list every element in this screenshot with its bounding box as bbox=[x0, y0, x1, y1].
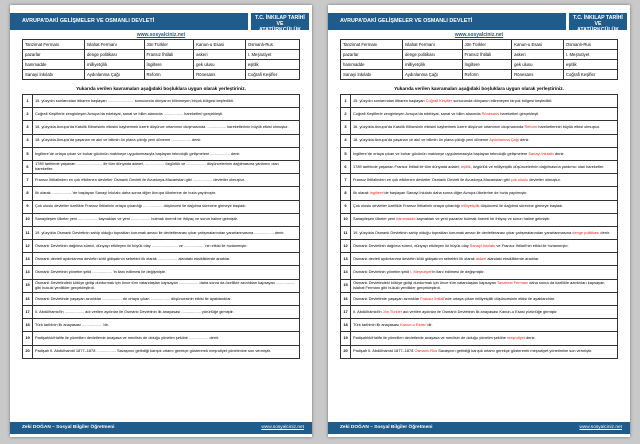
question-number: 6 bbox=[23, 160, 33, 173]
worksheet-page-blank bbox=[10, 5, 312, 437]
question-number: 1 bbox=[23, 95, 33, 108]
question-row bbox=[23, 108, 300, 121]
question-text bbox=[351, 108, 618, 121]
question-fragment: 15. yüzyılın sonlarından itibaren başlayan bbox=[353, 97, 426, 103]
question-number: 17 bbox=[23, 306, 33, 319]
question-fragment: daha sonra da özellikle azınlıkları kapsayan Islahat Fermanı gibi hukuki yenilikler gerçekleştirdi. bbox=[353, 280, 605, 290]
question-fragment: denir. bbox=[518, 137, 530, 143]
question-row bbox=[23, 292, 300, 305]
question-row bbox=[341, 306, 618, 319]
answer-text: Reform bbox=[524, 124, 538, 130]
term-cell: Jön Türkler bbox=[144, 40, 194, 50]
question-text: 16. yüzyılda Avrupa’da Katolik Kilisesinin etkisini kaybetmek üzere düşünce ortamının oluşmasında .................. hareketlerinin büyük etkisi olmuştur. bbox=[33, 121, 300, 134]
question-row bbox=[341, 160, 618, 173]
term-cell: İngiltere bbox=[144, 60, 194, 70]
worksheet-page-answered bbox=[328, 5, 630, 437]
question-number: 7 bbox=[341, 174, 351, 187]
question-fragment: denir. bbox=[553, 150, 565, 156]
term-cell: I. Meşrutiyet bbox=[245, 50, 299, 60]
answer-text: Tanzimat Fermanı bbox=[496, 280, 529, 286]
footer-author: Zeki DOĞAN – Sosyal Bilgiler Öğretmeni bbox=[340, 425, 433, 430]
question-row bbox=[341, 319, 618, 332]
question-row bbox=[23, 174, 300, 187]
term-cell: Islahat Fermanı bbox=[84, 40, 144, 50]
question-text bbox=[351, 160, 618, 173]
question-number: 18 bbox=[341, 319, 351, 332]
question-row bbox=[23, 121, 300, 134]
question-fragment: ’in ilanı edilmesi ile değişmiştir. bbox=[431, 269, 485, 275]
question-text: Osmanlı Devletindeki kötüye gidişi durdurmak için önce tüm vatandaşları kapsayan .................. daha sonra da özellikle azınlıkları kapsayan .................. gibi hukuki yenilikler gerçekleştirdi. bbox=[33, 279, 300, 292]
question-fragment: İngiltere’de ortaya çıkan ve buhar gücünün makineye uygulanmasıyla başlayan teknolojik gelişmelere bbox=[353, 150, 529, 156]
page-footer bbox=[328, 422, 630, 434]
question-text bbox=[351, 95, 618, 108]
answer-text: Kanun-u Esasi bbox=[400, 321, 426, 327]
answer-text: İngiltere bbox=[369, 190, 384, 196]
question-text: Coğrafi Keşiflerle zenginleşen Avrupa’da edebiyat, sanat ve bilim alanında .................. hareketleri gerçekleşti. bbox=[33, 108, 300, 121]
terms-row bbox=[341, 60, 618, 70]
question-number: 16 bbox=[341, 292, 351, 305]
term-cell: hammadde bbox=[341, 60, 403, 70]
question-number: 17 bbox=[341, 306, 351, 319]
term-cell: denge politikası bbox=[402, 50, 462, 60]
question-row bbox=[341, 187, 618, 200]
question-row bbox=[23, 213, 300, 226]
term-cell: Islahat Fermanı bbox=[402, 40, 462, 50]
question-row bbox=[341, 213, 618, 226]
question-number: 13 bbox=[341, 253, 351, 266]
question-row bbox=[341, 279, 618, 292]
question-row bbox=[341, 226, 618, 239]
answer-text: I. Meşrutiyet bbox=[410, 269, 432, 275]
question-number: 15 bbox=[23, 279, 33, 292]
question-fragment: ve Fransız İhtilali’nin etkisi ile hızlanmıştır. bbox=[495, 242, 569, 248]
term-cell: milliyetçilik bbox=[84, 60, 144, 70]
question-text bbox=[351, 147, 618, 160]
question-row bbox=[23, 279, 300, 292]
term-cell: eşitlik bbox=[245, 60, 299, 70]
instruction-text: Yukarıda verilen kavramaları aşağıdaki boşluklara uygun olarak yerleştiriniz. bbox=[394, 86, 564, 91]
answer-text: Coğrafi Keşifler bbox=[425, 97, 453, 103]
question-number: 10 bbox=[23, 213, 33, 226]
question-text bbox=[351, 121, 618, 134]
question-fragment: , özgürlük ve milliyetçilik düşüncelerinin dağılmasına yardımcı olan hareketler. bbox=[470, 163, 605, 169]
terms-row bbox=[341, 50, 618, 60]
question-fragment: Osmanlı Devletindeki kötüye gidişi durdurmak için önce tüm vatandaşları kapsayan bbox=[353, 280, 497, 286]
term-cell: Osmanlı-Rus bbox=[245, 40, 299, 50]
page-footer bbox=[10, 422, 312, 434]
term-cell: eşitlik bbox=[563, 60, 617, 70]
question-fragment: ’de başlayan Sanayi İnkılabı daha sonra diğer Avrupa ülkelerine de hızla yayılmıştır. bbox=[383, 190, 528, 196]
question-fragment: adı verilen aydınlar ile Osmanlı Devletinin ilk anayasası Kanun-u Esasi yürürlüğe girmiştir. bbox=[402, 308, 558, 314]
question-text: İlk olarak .................. ’de başlayan Sanayi İnkılabı daha sonra diğer Avrupa ülkelerine de hızla yayılmıştır. bbox=[33, 187, 300, 200]
terms-row bbox=[341, 40, 618, 50]
question-number: 10 bbox=[341, 213, 351, 226]
answer-text: hammadde bbox=[396, 216, 416, 222]
question-row bbox=[23, 187, 300, 200]
subject-line-2: ATATÜRKÇÜLÜK bbox=[576, 27, 620, 33]
question-text: Türk tarihinin ilk anayasası .................. ’dir. bbox=[33, 319, 300, 332]
question-fragment: Coğrafi Keşiflerle zenginleşen Avrupa’da edebiyat, sanat ve bilim alanında bbox=[353, 110, 482, 116]
answer-text: Jön Türkler bbox=[382, 308, 403, 314]
question-fragment: ’nde ortaya çıkan milliyetçilik düşüncesinin etkisi ile ayaklandılar. bbox=[444, 295, 555, 301]
question-row bbox=[23, 95, 300, 108]
question-row bbox=[23, 332, 300, 345]
terms-row bbox=[341, 70, 618, 80]
question-fragment: kaynakları ve yeni pazarlar bulmak önemli bir ihtiyaç ve sorun haline gelmiştir. bbox=[415, 216, 551, 222]
question-number: 15 bbox=[341, 279, 351, 292]
terms-row bbox=[23, 60, 300, 70]
footer-author: Zeki DOĞAN – Sosyal Bilgiler Öğretmeni bbox=[22, 425, 115, 430]
questions-table bbox=[22, 94, 300, 359]
page-header bbox=[328, 13, 630, 33]
term-cell: Fransız İhtilali bbox=[462, 50, 512, 60]
answer-text: Sanayi İnkılabı bbox=[528, 150, 554, 156]
question-fragment: Osmanlı Devletinin dağılma süreci, dünyayı etkileyen iki büyük olay bbox=[353, 242, 470, 248]
subject-line-1: T.C. İNKILAP TARİHİ VE bbox=[255, 15, 305, 27]
page-title: AVRUPA’DAKİ GELİŞMELER VE OSMANLI DEVLETİ bbox=[10, 13, 248, 30]
question-text: Çok uluslu devletler özellikle Fransız İhtilalinin ortaya çıkardığı .................. düşüncesi ile dağılma sürecine girmeye başladı. bbox=[33, 200, 300, 213]
question-row bbox=[341, 253, 618, 266]
question-number: 12 bbox=[341, 240, 351, 253]
term-cell: Osmanlı-Rus bbox=[563, 40, 617, 50]
term-cell: milliyetçilik bbox=[402, 60, 462, 70]
question-fragment: Fransız İhtilalinden en çok etkilenen devletler Osmanlı Devleti ile Avusturya-Macaristan gibi bbox=[353, 176, 511, 182]
question-text bbox=[351, 345, 618, 358]
question-row bbox=[23, 147, 300, 160]
question-number: 2 bbox=[341, 108, 351, 121]
footer-site-link[interactable]: www.sosyalciniz.net bbox=[579, 425, 622, 430]
question-number: 5 bbox=[341, 147, 351, 160]
term-cell: Rönesans bbox=[512, 70, 564, 80]
question-row bbox=[341, 345, 618, 358]
question-text bbox=[351, 174, 618, 187]
question-row bbox=[341, 266, 618, 279]
question-text bbox=[351, 332, 618, 345]
term-cell: Coğrafi Keşifler bbox=[563, 70, 617, 80]
question-text bbox=[351, 279, 618, 292]
terms-table bbox=[22, 39, 300, 80]
term-cell: Sanayi İnkılabı bbox=[23, 70, 85, 80]
subject-line-2: ATATÜRKÇÜLÜK bbox=[258, 27, 302, 33]
question-fragment: 1789 tarihinde yaşanan Fransız İhtilali ile tüm dünyada adalet, bbox=[353, 163, 461, 169]
answer-text: denge politikası bbox=[572, 229, 600, 235]
site-link[interactable]: www.sosyalciniz.net bbox=[454, 32, 504, 38]
question-fragment: denir. bbox=[599, 229, 610, 235]
question-number: 19 bbox=[23, 332, 33, 345]
terms-table bbox=[340, 39, 618, 80]
question-text: Osmanlı Devletinde yaşayan azınlıklar .................. de ortaya çıkan .................. düşüncesinin etkisi ile ayaklandılar. bbox=[33, 292, 300, 305]
question-row bbox=[23, 266, 300, 279]
term-cell: Kanun-u Esasi bbox=[512, 40, 564, 50]
question-fragment: düşüncesi ile dağılma sürecine girmeye başladı. bbox=[479, 203, 564, 209]
question-fragment: Sanayileşen ülkeler yeni bbox=[353, 216, 397, 222]
question-fragment: Osmanlı devleti aydınlanma devletin kötü gidişatının sebebini ilk olarak bbox=[353, 256, 476, 262]
question-row bbox=[341, 200, 618, 213]
question-text: 19. yüzyılda Osmanlı Devletinin sahip olduğu toprakları korumak amacı ile devletlerarası çıkar çatışmalarından yararlanmasına .................. denir. bbox=[33, 226, 300, 239]
subject-line-1: T.C. İNKILAP TARİHİ VE bbox=[573, 15, 623, 27]
question-fragment: Çok uluslu devletler özellikle Fransız İhtilalinin ortaya çıkardığı bbox=[353, 203, 462, 209]
question-text: Osmanlı Devletinin yönetim şekli .................. ’in ilanı edilmesi ile değişmiştir. bbox=[33, 266, 300, 279]
question-text: Padişahlık/Halife ile yönetilen devletlerde anayasa ve meclisin de olduğu yönetim şekline .................. denir. bbox=[33, 332, 300, 345]
question-fragment: İlk olarak bbox=[353, 190, 370, 196]
question-fragment: devletler olmuştur. bbox=[528, 176, 561, 182]
question-fragment: ’dir. bbox=[425, 321, 433, 327]
term-cell: askeri bbox=[194, 50, 246, 60]
question-number: 20 bbox=[341, 345, 351, 358]
questions-table bbox=[340, 94, 618, 359]
question-fragment: Padişah II. Abdülhamid 1877–1878 bbox=[353, 348, 415, 354]
terms-row bbox=[23, 50, 300, 60]
question-row bbox=[23, 240, 300, 253]
term-cell: Kanun-u Esasi bbox=[194, 40, 246, 50]
question-row bbox=[23, 226, 300, 239]
question-number: 19 bbox=[341, 332, 351, 345]
question-text bbox=[351, 134, 618, 147]
question-row bbox=[341, 134, 618, 147]
answer-text: Osmanlı-Rus bbox=[414, 348, 438, 354]
term-cell: Aydınlanma Çağı bbox=[402, 70, 462, 80]
question-row bbox=[341, 121, 618, 134]
question-fragment: Osmanlı Devletinin yönetim şekli bbox=[353, 269, 411, 275]
term-cell: Tanzimat Fermanı bbox=[23, 40, 85, 50]
question-fragment: II. Abdülhamid’in bbox=[353, 308, 383, 314]
question-row bbox=[23, 319, 300, 332]
question-row bbox=[341, 108, 618, 121]
question-number: 20 bbox=[23, 345, 33, 358]
question-row bbox=[23, 306, 300, 319]
term-cell: Sanayi İnkılabı bbox=[341, 70, 403, 80]
question-row bbox=[341, 147, 618, 160]
question-row bbox=[23, 134, 300, 147]
question-number: 2 bbox=[23, 108, 33, 121]
question-text: Sanayileşen ülkeler yeni .................. kaynakları ve yeni .................. bulmak önemli bir ihtiyaç ve sorun haline gelmiştir. bbox=[33, 213, 300, 226]
question-text: İngiltere’de ortaya çıkan ve buhar gücünün makineye uygulanmasıyla başlayan teknolojik gelişmelere .................. denir. bbox=[33, 147, 300, 160]
question-text: Fransız İhtilalinden en çok etkilenen devletler Osmanlı Devleti ile Avusturya-Macaristan gibi .................. devletler olmuştur. bbox=[33, 174, 300, 187]
question-text bbox=[351, 187, 618, 200]
question-text bbox=[351, 240, 618, 253]
question-number: 12 bbox=[23, 240, 33, 253]
question-text bbox=[351, 292, 618, 305]
page-header bbox=[10, 13, 312, 33]
page-title: AVRUPA’DAKİ GELİŞMELER VE OSMANLI DEVLETİ bbox=[328, 13, 566, 30]
answer-text: çok uluslu bbox=[510, 176, 529, 182]
question-fragment: 18. yüzyılda Avrupa’da yaşanan ve akıl ve bilimin ön plana çıktığı yeni döneme bbox=[353, 137, 490, 143]
question-fragment: Osmanlı Devletinde yaşayan azınlıklar bbox=[353, 295, 421, 301]
question-fragment: 19. yüzyılda Osmanlı Devletinin sahip olduğu toprakları korumak amacı ile devletlerarası çıkar çatışmalarından yararlanmasına bbox=[353, 229, 573, 235]
term-cell: Aydınlanma Çağı bbox=[84, 70, 144, 80]
question-fragment: Türk tarihinin ilk anayasası bbox=[353, 321, 401, 327]
term-cell: Tanzimat Fermanı bbox=[341, 40, 403, 50]
question-fragment: denir. bbox=[524, 335, 536, 341]
term-cell: Reform bbox=[462, 70, 512, 80]
question-number: 1 bbox=[341, 95, 351, 108]
question-text: 1789 tarihinde yaşanan ........................ ile tüm dünyada adalet, .................. özgürlük ve .................. düşüncelerinin dağılmasına yardımcı olan hareketler. bbox=[33, 160, 300, 173]
question-text bbox=[351, 319, 618, 332]
site-link[interactable]: www.sosyalciniz.net bbox=[136, 32, 186, 38]
question-row bbox=[341, 240, 618, 253]
question-number: 14 bbox=[341, 266, 351, 279]
question-fragment: Padişahlık/Halife ile yönetilen devletlerde anayasa ve meclisin de olduğu yönetim şekline bbox=[353, 335, 507, 341]
question-fragment: alandaki eksikliklerde aradılar. bbox=[486, 256, 540, 262]
question-number: 18 bbox=[23, 319, 33, 332]
question-row bbox=[23, 253, 300, 266]
term-cell: pazarlar bbox=[23, 50, 85, 60]
question-number: 9 bbox=[341, 200, 351, 213]
answer-text: askeri bbox=[475, 256, 487, 262]
term-cell: I. Meşrutiyet bbox=[563, 50, 617, 60]
question-number: 9 bbox=[23, 200, 33, 213]
question-fragment: hareketlerinin büyük etkisi olmuştur. bbox=[537, 124, 600, 130]
question-row bbox=[23, 160, 300, 173]
answer-text: Aydınlanma Çağı bbox=[489, 137, 519, 143]
question-fragment: Savaşının getirdiği karışık ortamı gerekçe göstererek meşrutiyet yönetimine son vermiştir. bbox=[437, 348, 593, 354]
question-number: 4 bbox=[341, 134, 351, 147]
term-cell: denge politikası bbox=[84, 50, 144, 60]
question-number: 13 bbox=[23, 253, 33, 266]
question-text: Osmanlı Devletinin dağılma süreci, dünyayı etkileyen iki büyük olay ........................ ve .................. ’nin etkisi ile hızlanmıştır. bbox=[33, 240, 300, 253]
question-row bbox=[23, 200, 300, 213]
term-cell: Coğrafi Keşifler bbox=[245, 70, 299, 80]
question-text: II. Abdülhamid’in .................. adı verilen aydınlar ile Osmanlı Devletinin ilk anayasası .................. yürürlüğe girmiştir. bbox=[33, 306, 300, 319]
terms-row bbox=[23, 70, 300, 80]
term-cell: Reform bbox=[144, 70, 194, 80]
question-row bbox=[341, 292, 618, 305]
answer-text: eşitlik bbox=[460, 163, 471, 169]
term-cell: hammadde bbox=[23, 60, 85, 70]
question-number: 3 bbox=[23, 121, 33, 134]
term-cell: Rönesans bbox=[194, 70, 246, 80]
question-number: 6 bbox=[341, 160, 351, 173]
question-number: 11 bbox=[23, 226, 33, 239]
question-text: 18. yüzyılda Avrupa’da yaşanan ve akıl ve bilimin ön plana çıktığı yeni döneme .................. denir. bbox=[33, 134, 300, 147]
subject-badge bbox=[569, 13, 627, 33]
instruction-text: Yukarıda verilen kavramaları aşağıdaki boşluklara uygun olarak yerleştiriniz. bbox=[76, 86, 246, 91]
term-cell: askeri bbox=[512, 50, 564, 60]
answer-text: Rönesans bbox=[481, 110, 500, 116]
answer-text: milliyetçilik bbox=[461, 203, 480, 209]
term-cell: gek ulusu bbox=[194, 60, 246, 70]
answer-text: meşrutiyet bbox=[506, 335, 525, 341]
question-text bbox=[351, 253, 618, 266]
term-cell: İngiltere bbox=[462, 60, 512, 70]
term-cell: pazarlar bbox=[341, 50, 403, 60]
question-number: 5 bbox=[23, 147, 33, 160]
question-row bbox=[23, 345, 300, 358]
question-text bbox=[351, 200, 618, 213]
question-text: 15. yüzyılın sonlarından itibaren başlayan ........................ sonucunda dünyanın bilinmeyen birçok bölgesi keşfedildi. bbox=[33, 95, 300, 108]
term-cell: Fransız İhtilali bbox=[144, 50, 194, 60]
question-row bbox=[341, 95, 618, 108]
question-number: 3 bbox=[341, 121, 351, 134]
question-text: Osmanlı devleti aydınlanma devletin kötü gidişatının sebebini ilk olarak .................. alandaki eksikliklerde aradılar. bbox=[33, 253, 300, 266]
term-cell: Jön Türkler bbox=[462, 40, 512, 50]
terms-row bbox=[23, 40, 300, 50]
question-number: 11 bbox=[341, 226, 351, 239]
term-cell: gek ulusu bbox=[512, 60, 564, 70]
question-text bbox=[351, 213, 618, 226]
question-fragment: 16. yüzyılda Avrupa’da Katolik Kilisesinin etkisini kaybetmek üzere düşünce ortamının oluşmasında bbox=[353, 124, 525, 130]
question-fragment: hareketleri gerçekleşti. bbox=[499, 110, 540, 116]
question-number: 8 bbox=[341, 187, 351, 200]
question-fragment: sonucunda dünyanın bilinmeyen birçok bölgesi keşfedildi. bbox=[452, 97, 553, 103]
answer-text: Sanayi İnkılabı bbox=[469, 242, 496, 248]
footer-site-link[interactable]: www.sosyalciniz.net bbox=[261, 425, 304, 430]
question-text bbox=[351, 306, 618, 319]
question-text: Padişah II. Abdülhamid 1877–1878 .................. Savaşının getirdiği karışık ortamı gerekçe göstererek meşrutiyet yönetimine son vermiştir. bbox=[33, 345, 300, 358]
question-text bbox=[351, 226, 618, 239]
subject-badge bbox=[251, 13, 309, 33]
question-number: 4 bbox=[23, 134, 33, 147]
question-text bbox=[351, 266, 618, 279]
answer-text: Fransız İhtilali bbox=[420, 295, 445, 301]
question-number: 14 bbox=[23, 266, 33, 279]
question-row bbox=[341, 332, 618, 345]
question-number: 8 bbox=[23, 187, 33, 200]
question-number: 16 bbox=[23, 292, 33, 305]
question-row bbox=[341, 174, 618, 187]
question-number: 7 bbox=[23, 174, 33, 187]
